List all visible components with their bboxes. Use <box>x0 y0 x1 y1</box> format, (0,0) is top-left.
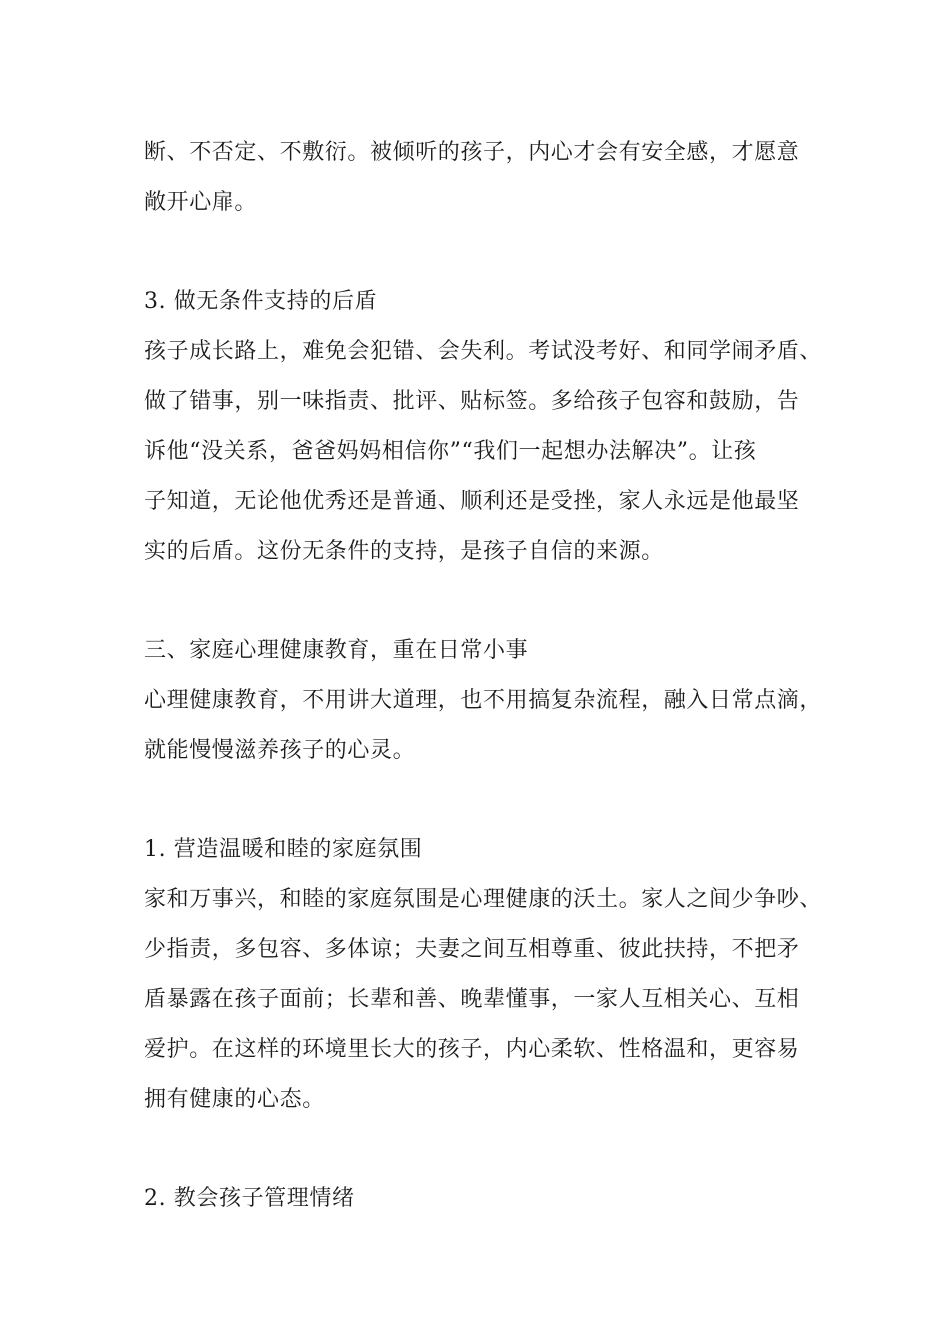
text-line: 少指责，多包容、多体谅；夫妻之间互相尊重、彼此扶持，不把矛 <box>144 937 800 962</box>
document-body <box>144 128 824 1224</box>
section-3-heading <box>144 277 824 327</box>
text-line: 拥有健康的心态。 <box>144 1087 325 1112</box>
paragraph-gap <box>144 1125 824 1174</box>
subsection-heading: 1. 营造温暖和睦的家庭氛围 <box>144 837 423 862</box>
text-line: 心理健康教育，不用讲大道理，也不用搞复杂流程，融入日常点滴， <box>144 688 823 713</box>
paragraph-gap <box>144 577 824 626</box>
subsection-1 <box>144 825 824 1125</box>
heading-line: 3. 做无条件支持的后盾 <box>144 289 378 314</box>
text-line: 就能慢慢滋养孩子的心灵。 <box>144 738 416 763</box>
text-line: 实的后盾。这份无条件的支持，是孩子自信的来源。 <box>144 539 664 564</box>
text-line: 做了错事，别一味指责、批评、贴标签。多给孩子包容和鼓励，告 <box>144 389 800 414</box>
subsection-heading: 2. 教会孩子管理情绪 <box>144 1186 355 1211</box>
paragraph-gap <box>144 776 824 825</box>
section-3-body <box>144 327 824 577</box>
text-line: 盾暴露在孩子面前；长辈和善、晚辈懂事，一家人互相关心、互相 <box>144 987 800 1012</box>
text-line: 断、不否定、不敷衍。被倾听的孩子，内心才会有安全感，才愿意 <box>144 140 800 165</box>
text-line: 家和万事兴，和睦的家庭氛围是心理健康的沃土。家人之间少争吵、 <box>144 887 823 912</box>
part-heading: 三、家庭心理健康教育，重在日常小事 <box>144 638 529 663</box>
text-line: 孩子成长路上，难免会犯错、会失利。考试没考好、和同学闹矛盾、 <box>144 339 823 364</box>
paragraph-intro-continuation <box>144 128 824 228</box>
text-line: 诉他“没关系，爸爸妈妈相信你”“我们一起想办法解决”。让孩 <box>144 439 757 464</box>
paragraph-gap <box>144 228 824 277</box>
part-3-section <box>144 626 824 776</box>
text-line: 敞开心扉。 <box>144 190 258 215</box>
subsection-2-heading <box>144 1174 824 1224</box>
text-line: 爱护。在这样的环境里长大的孩子，内心柔软、性格温和，更容易 <box>144 1037 800 1062</box>
text-line: 子知道，无论他优秀还是普通、顺利还是受挫，家人永远是他最坚 <box>144 489 800 514</box>
